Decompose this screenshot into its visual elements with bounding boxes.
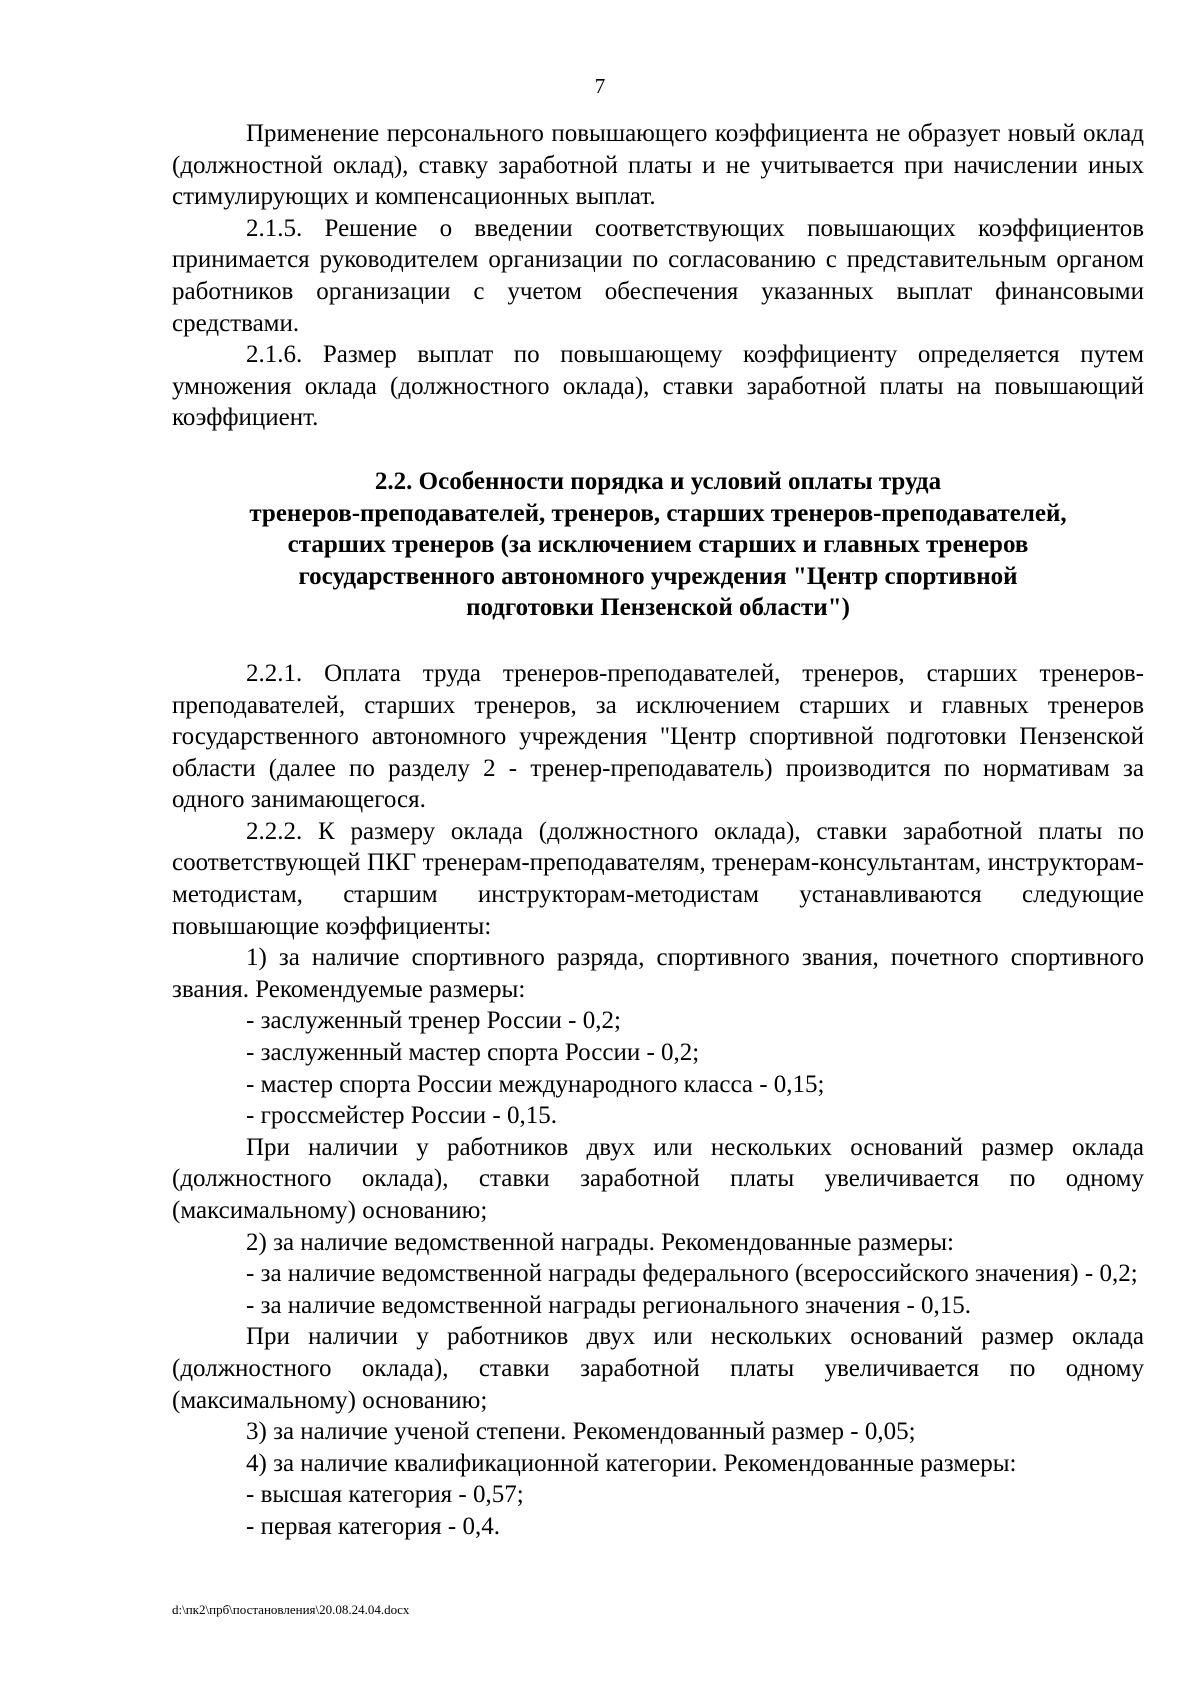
item-1-intro: 1) за наличие спортивного разряда, спортивного звания, почетного спортивного звания. Рекомендуемые размеры: [172,944,1144,1003]
list-item: - высшая категория - 0,57; [246,1481,524,1509]
heading-line: 2.2. Особенности порядка и условий оплаты труда [374,467,942,495]
list-item: - заслуженный мастер спорта России - 0,2; [246,1039,700,1067]
footer-file-path: d:\пк2\прб\постановления\20.08.24.04.docx [172,1602,410,1617]
multi-basis-note-2: При наличии у работников двух или нескольких оснований размер оклада (должностного оклада), ставки заработной платы увеличивается по одному (максимальному) основанию; [172,1323,1144,1414]
paragraph-2-2-1: 2.2.1. Оплата труда тренеров-преподавателей, тренеров, старших тренеров-преподавателей, старших тренеров, за исключением старших и главных тренеров государственного автономного учреждения "Центр спортивной подготовки Пензенской области (далее по разделу 2 - тренер-преподаватель) производится по нормативам за одного занимающегося. [172,659,1144,814]
list-item: - первая категория - 0,4. [246,1512,500,1540]
page-number: 7 [594,74,606,98]
item-2-intro: 2) за наличие ведомственной награды. Рекомендованные размеры: [246,1228,954,1256]
heading-line: государственного автономного учреждения "Центр спортивной [298,562,1018,590]
paragraph-2-1-5: 2.1.5. Решение о введении соответствующих повышающих коэффициентов принимается руководителем организации по согласованию с представительным органом работников организации с учетом обеспечения указанных выплат финансовыми средствами. [172,214,1144,337]
paragraph-2-1-6: 2.1.6. Размер выплат по повышающему коэффициенту определяется путем умножения оклада (должностного оклада), ставки заработной платы на повышающий коэффициент. [172,341,1144,432]
item-3: 3) за наличие ученой степени. Рекомендованный размер - 0,05; [246,1418,916,1446]
list-item: - за наличие ведомственной награды регионального значения - 0,15. [246,1291,972,1319]
item-4-intro: 4) за наличие квалификационной категории. Рекомендованные размеры: [246,1449,1017,1477]
document-body [172,118,1144,1543]
list-item: - мастер спорта России международного класса - 0,15; [246,1070,825,1098]
paragraph-2-2-2: 2.2.2. К размеру оклада (должностного оклада), ставки заработной платы по соответствующей ПКГ тренерам-преподавателям, тренерам-консультантам, инструкторам-методистам, старшим инструкторам-методистам устанавливаются следующие повышающие коэффициенты: [172,817,1144,940]
list-item: - гроссмейстер России - 0,15. [246,1102,557,1130]
multi-basis-note-1: При наличии у работников двух или нескольких оснований размер оклада (должностного оклада), ставки заработной платы увеличивается по одному (максимальному) основанию; [172,1133,1144,1224]
list-item: - за наличие ведомственной награды федерального (всероссийского значения) - 0,2; [246,1260,1138,1288]
heading-line: подготовки Пензенской области") [466,594,850,622]
heading-line: старших тренеров (за исключением старших и главных тренеров [287,531,1029,559]
section-heading-2-2 [172,466,1144,624]
paragraph-personal-coefficient: Применение персонального повышающего коэффициента не образует новый оклад (должностной оклад), ставку заработной платы и не учитывается при начислении иных стимулирующих и компенсационных выплат. [172,120,1144,211]
heading-line: тренеров-преподавателей, тренеров, старших тренеров-преподавателей, [249,499,1067,527]
list-item: - заслуженный тренер России - 0,2; [246,1007,621,1035]
